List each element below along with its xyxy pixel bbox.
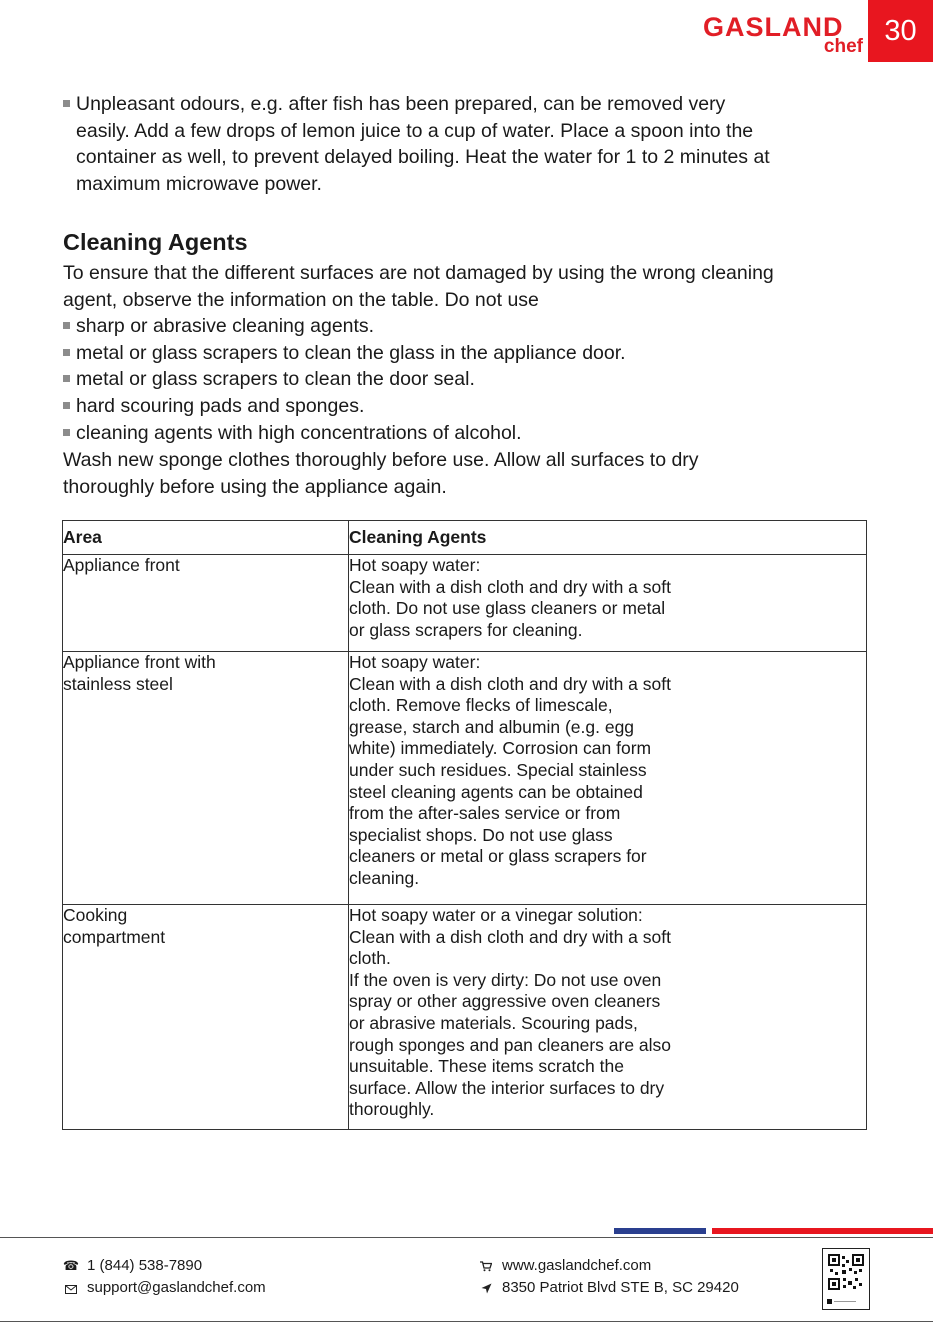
agent-line: grease, starch and albumin (e.g. egg: [349, 716, 635, 737]
list-item-text: sharp or abrasive cleaning agents.: [76, 315, 375, 337]
after-use-note: [63, 447, 893, 500]
agent-cell: [349, 555, 867, 652]
area-line: compartment: [63, 926, 166, 947]
table-row: [63, 652, 867, 905]
bullet-square-icon: [63, 375, 70, 382]
address-text: 8350 Patriot Blvd STE B, SC 29420: [502, 1279, 739, 1296]
bullet-square-icon: [63, 429, 70, 436]
page-number: 30: [868, 0, 933, 62]
bullet-square-icon: [63, 349, 70, 356]
agent-cell: [349, 905, 867, 1130]
brand-logo: [703, 10, 865, 56]
column-header-cleaning-agents: Cleaning Agents: [349, 521, 867, 555]
phone-icon: ☎: [62, 1258, 80, 1273]
table-row: [63, 905, 867, 1130]
area-cell: [63, 652, 349, 905]
footer-phone: [63, 1255, 202, 1277]
list-item-text: hard scouring pads and sponges.: [76, 395, 365, 418]
cleaning-agents-table: [62, 520, 867, 1130]
intro-line: To ensure that the different surfaces are not damaged by using the wrong cleaning: [63, 262, 774, 284]
section-title: Cleaning Agents: [63, 229, 248, 255]
agent-line: under such residues. Special stainless: [349, 759, 647, 780]
agent-line: spray or other aggressive oven cleaners: [349, 991, 661, 1012]
footer-bar-blue: [614, 1228, 706, 1234]
agent-line: Clean with a dish cloth and dry with a soft: [349, 926, 671, 947]
odour-tip-line: easily. Add a few drops of lemon juice to a cup of water. Place a spoon into the: [76, 119, 754, 142]
column-header-area: Area: [63, 521, 349, 555]
qr-code-icon: [822, 1248, 870, 1310]
odour-tip-text: Unpleasant odours, e.g. after fish has been prepared, can be removed very: [76, 93, 726, 115]
area-line: Cooking: [63, 905, 128, 925]
agent-line: cloth.: [349, 948, 391, 969]
logo-sub-text: chef: [823, 36, 863, 57]
agent-line: rough sponges and pan cleaners are also: [349, 1034, 672, 1055]
odour-tip-line: maximum microwave power.: [76, 173, 322, 196]
website-link[interactable]: www.gaslandchef.com: [502, 1257, 652, 1274]
do-not-use-list: [63, 313, 883, 447]
list-item-text: metal or glass scrapers to clean the glass in the appliance door.: [76, 341, 626, 364]
bullet-square-icon: [63, 402, 70, 409]
location-arrow-icon: [478, 1281, 494, 1295]
bullet-square-icon: [63, 100, 70, 107]
agent-line: from the after-sales service or from: [349, 803, 621, 824]
footer-email[interactable]: [63, 1277, 266, 1299]
footer-website[interactable]: [478, 1255, 651, 1277]
agent-line: specialist shops. Do not use glass: [349, 824, 613, 845]
list-item: [63, 393, 883, 420]
odour-tip-paragraph: [63, 91, 883, 198]
area-line: stainless steel: [63, 673, 173, 694]
odour-tip-line: [63, 91, 883, 118]
footer-address: [478, 1277, 739, 1299]
agent-cell: [349, 652, 867, 905]
area-cell: [63, 905, 349, 1130]
agent-line: Hot soapy water:: [349, 555, 481, 575]
agent-line: Clean with a dish cloth and dry with a soft: [349, 673, 671, 694]
area-line: Appliance front: [63, 555, 180, 575]
email-link[interactable]: support@gaslandchef.com: [87, 1279, 266, 1296]
list-item-text: metal or glass scrapers to clean the door seal.: [76, 368, 475, 391]
agent-line: cloth. Remove flecks of limescale,: [349, 695, 613, 716]
area-line: Appliance front with: [63, 652, 216, 672]
agent-line: surface. Allow the interior surfaces to dry: [349, 1077, 665, 1098]
agent-line: white) immediately. Corrosion can form: [349, 738, 652, 759]
mail-icon: [63, 1281, 79, 1295]
agent-line: Hot soapy water or a vinegar solution:: [349, 905, 643, 925]
table-header-row: [63, 521, 867, 555]
agent-line: Hot soapy water:: [349, 652, 481, 672]
agent-line: steel cleaning agents can be obtained: [349, 781, 643, 802]
section-intro: [63, 260, 893, 313]
intro-line: agent, observe the information on the table. Do not use: [63, 288, 539, 311]
agent-line: cloth. Do not use glass cleaners or metal: [349, 598, 666, 619]
list-item: [63, 420, 883, 447]
footer-divider: [0, 1237, 933, 1238]
agent-line: thoroughly.: [349, 1099, 435, 1120]
list-item: [63, 313, 883, 340]
list-item: [63, 340, 883, 367]
area-cell: [63, 555, 349, 652]
agent-line: cleaners or metal or glass scrapers for: [349, 846, 647, 867]
list-item: [63, 366, 883, 393]
page-bottom-rule: [0, 1321, 933, 1322]
logo-main-text: GASLAND: [703, 12, 844, 42]
agent-line: Clean with a dish cloth and dry with a soft: [349, 576, 671, 597]
phone-text: 1 (844) 538-7890: [87, 1257, 203, 1274]
table-row: [63, 555, 867, 652]
footer-bar-red: [712, 1228, 933, 1234]
agent-line: cleaning.: [349, 867, 420, 888]
agent-line: or glass scrapers for cleaning.: [349, 619, 583, 640]
agent-line: unsuitable. These items scratch the: [349, 1056, 624, 1077]
agent-line: If the oven is very dirty: Do not use oven: [349, 969, 662, 990]
cart-icon: [478, 1259, 494, 1273]
note-line: thoroughly before using the appliance again.: [63, 475, 447, 498]
bullet-square-icon: [63, 322, 70, 329]
note-line: Wash new sponge clothes thoroughly before use. Allow all surfaces to dry: [63, 449, 699, 471]
agent-line: or abrasive materials. Scouring pads,: [349, 1012, 638, 1033]
list-item-text: cleaning agents with high concentrations of alcohol.: [76, 421, 522, 444]
odour-tip-line: container as well, to prevent delayed boiling. Heat the water for 1 to 2 minutes at: [76, 146, 770, 169]
